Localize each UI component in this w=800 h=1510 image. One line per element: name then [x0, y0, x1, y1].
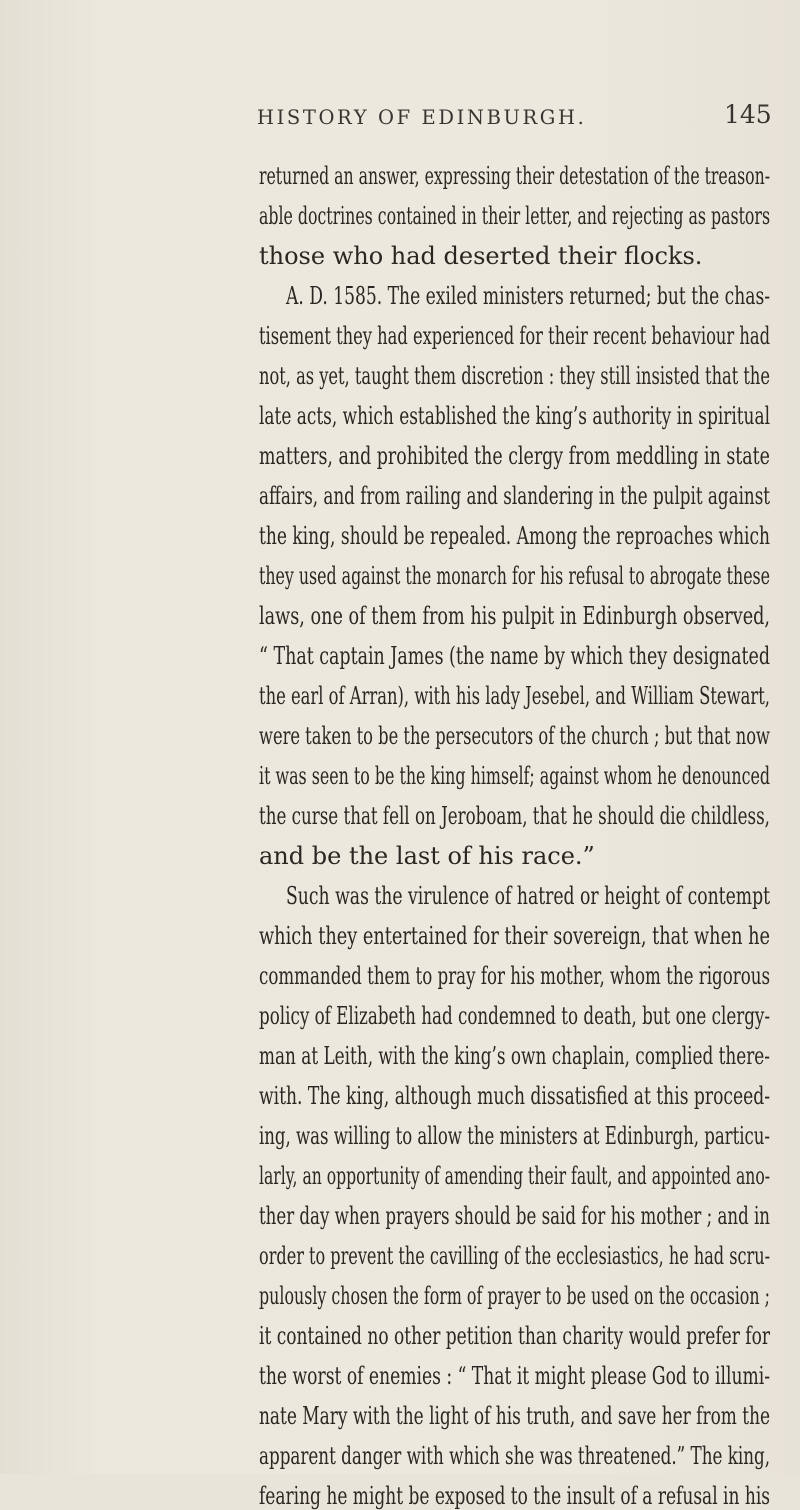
text-line: with. The king, although much dissatisfied at this proceed- — [259, 1082, 771, 1110]
text-line: ing, was willing to allow the ministers at Edinburgh, particu- — [259, 1122, 771, 1150]
text-line: matters, and prohibited the clergy from meddling in state — [259, 442, 770, 470]
running-head — [0, 100, 800, 146]
text-line: those who had deserted their flocks. — [259, 242, 703, 270]
text-line: Such was the virulence of hatred or height of contempt — [286, 882, 771, 910]
text-line: they used against the monarch for his refusal to abrogate these — [259, 562, 771, 590]
text-line: were taken to be the persecutors of the church ; but that now — [259, 722, 770, 750]
text-line: laws, one of them from his pulpit in Edinburgh observed, — [259, 602, 771, 630]
text-line: larly, an opportunity of amending their fault, and appointed ano- — [259, 1162, 771, 1190]
text-line: man at Leith, with the king’s own chaplain, complied there- — [259, 1042, 770, 1070]
text-line: ther day when prayers should be said for his mother ; and in — [259, 1202, 771, 1230]
text-line: tisement they had experienced for their recent behaviour had — [259, 322, 771, 350]
running-head-title: HISTORY OF EDINBURGH. — [257, 106, 587, 129]
text-line: the curse that fell on Jeroboam, that he should die childless, — [259, 802, 770, 830]
text-line: A. D. 1585. The exiled ministers returned; but the chas- — [286, 282, 771, 310]
text-line: the earl of Arran), with his lady Jesebel, and William Stewart, — [259, 682, 770, 710]
text-line: order to prevent the cavilling of the ecclesiastics, he had scru- — [259, 1242, 771, 1270]
text-line: it was seen to be the king himself; against whom he denounced — [259, 762, 771, 790]
text-line: late acts, which established the king’s authority in spiritual — [259, 402, 770, 430]
text-line: it contained no other petition than charity would prefer for — [259, 1322, 771, 1350]
text-line: returned an answer, expressing their detestation of the treason- — [259, 162, 771, 190]
text-line: the king, should be repealed. Among the reproaches which — [259, 522, 771, 550]
text-line: pulously chosen the form of prayer to be used on the occasion ; — [259, 1282, 770, 1310]
page-number: 145 — [724, 100, 772, 129]
text-line: which they entertained for their sovereign, that when he — [259, 922, 771, 950]
text-line: able doctrines contained in their letter, and rejecting as pastors — [259, 202, 771, 230]
text-line: not, as yet, taught them discretion : they still insisted that the — [259, 362, 770, 390]
text-line: nate Mary with the light of his truth, and save her from the — [259, 1402, 771, 1430]
text-line: policy of Elizabeth had condemned to death, but one clergy- — [259, 1002, 771, 1030]
text-line: the worst of enemies : “ That it might please God to illumi- — [259, 1362, 771, 1390]
text-line: “ That captain James (the name by which they designated — [259, 642, 771, 670]
text-line: affairs, and from railing and slandering in the pulpit against — [259, 482, 771, 510]
text-line: fearing he might be exposed to the insult of a refusal in his — [259, 1482, 771, 1510]
text-line: apparent danger with which she was threatened.” The king, — [259, 1442, 771, 1470]
text-line: and be the last of his race.” — [259, 842, 595, 870]
text-line: commanded them to pray for his mother, whom the rigorous — [259, 962, 771, 990]
